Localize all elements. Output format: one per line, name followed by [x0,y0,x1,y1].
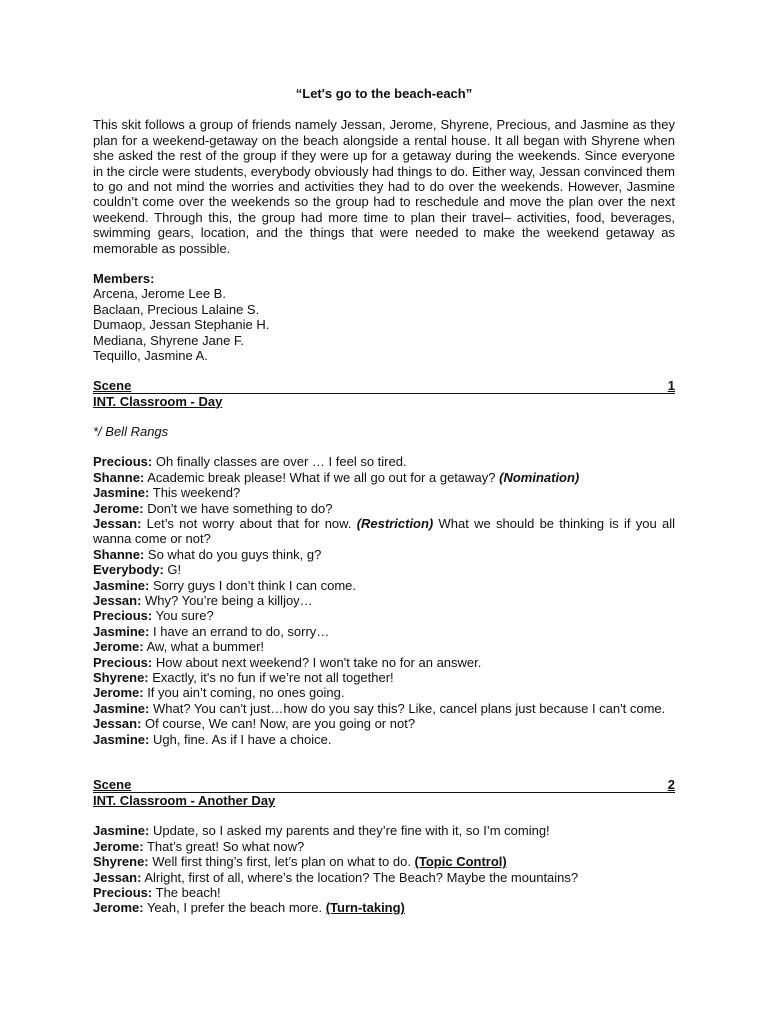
dialogue-text: Alright, first of all, where’s the location? The Beach? Maybe the mountains? [141,869,579,885]
dialogue-line [93,608,675,623]
annotation-tag: (Topic Control) [414,854,507,870]
scene-2-dialogue [93,823,675,915]
speaker-name: Jessan: [93,869,142,885]
dialogue-text: What? You can't just…how do you say this? Like, cancel plans just because I can't come. [149,700,666,716]
speaker-name: Jasmine: [93,823,150,839]
member-item: Tequillo, Jasmine A. [93,348,208,364]
members-heading: Members: [93,271,155,287]
dialogue-text: Update, so I asked my parents and they’re fine with it, so I’m coming! [149,823,550,839]
dialogue-line [93,716,675,731]
dialogue-line [93,593,675,608]
scene-number: 2 [667,777,675,793]
speaker-name: Jessan: [93,515,142,531]
speaker-name: Jerome: [93,639,144,655]
speaker-name: Shanne: [93,469,145,485]
speaker-name: Everybody: [93,562,164,578]
scene-2-header [93,778,675,793]
dialogue-text: G! [163,562,182,578]
document-title: “Let's go to the beach-each” [295,86,473,101]
dialogue-line [93,485,675,500]
intro-paragraph: This skit follows a group of friends namely Jessan, Jerome, Shyrene, Precious, and Jasmine as they plan for a weekend-getaway on the beach alongside a rental house. It all began with Shyrene when she asked the rest of the group if they were up for a getaway during the weekends. Since everyone in the circle were students, everybody obviously had things to do. Either way, Jessan convinced them to go and not mind the worries and activities they had to do over the weekends. However, Jasmine couldn’t come over the weekends so the group had to reschedule and move the plan over the next weekend. Through this, the group had more time to plan their travel– activities, food, beverages, swimming gears, location, and the things that were needed to make the weekend getaway as memorable as possible. [93,117,675,256]
dialogue-line [93,639,675,654]
speaker-name: Shyrene: [93,670,149,685]
dialogue-text: Ugh, fine. As if I have a choice. [149,731,332,747]
scene-number: 1 [667,377,675,393]
dialogue-text: Don't we have something to do? [143,500,333,516]
members-list [93,286,675,363]
speaker-name: Jasmine: [93,700,150,716]
speaker-name: Jessan: [93,592,142,608]
dialogue-text: Oh finally classes are over … I feel so tired. [152,454,407,470]
speaker-name: Jerome: [93,500,144,516]
scene-1-heading: INT. Classroom - Day [93,393,223,409]
dialogue-text: This weekend? [149,485,241,501]
member-item: Mediana, Shyrene Jane F. [93,332,245,348]
speaker-name: Jasmine: [93,485,150,501]
speaker-name: Jasmine: [93,577,150,593]
dialogue-line [93,839,675,854]
dialogue-text: The beach! [152,885,221,901]
document-page [93,86,675,916]
dialogue-line [93,547,675,562]
dialogue-line [93,470,675,485]
speaker-name: Jasmine: [93,623,150,639]
dialogue-text: You sure? [152,608,214,624]
dialogue-text: Well first thing’s first, let’s plan on what to do. [148,854,415,870]
dialogue-text: Aw, what a bummer! [143,639,265,655]
dialogue-line [93,454,675,469]
annotation-tag: (Turn-taking) [325,900,405,916]
dialogue-text: Exactly, it's no fun if we’re not all together! [148,670,394,685]
annotation-tag: (Restriction) [356,515,434,531]
dialogue-line [93,885,675,900]
dialogue-text: Sorry guys I don’t think I can come. [149,577,357,593]
dialogue-line [93,685,675,700]
scene-1-header [93,379,675,394]
dialogue-line [93,501,675,516]
dialogue-line [93,870,675,885]
speaker-name: Precious: [93,654,153,670]
speaker-name: Jerome: [93,838,144,854]
dialogue-text: Yeah, I prefer the beach more. [143,900,326,916]
dialogue-text: I have an errand to do, sorry… [149,623,330,639]
speaker-name: Precious: [93,608,153,624]
dialogue-line [93,854,675,869]
speaker-name: Shanne: [93,546,145,562]
sound-cue: */ Bell Rangs [93,423,169,439]
dialogue-text: Let’s not worry about that for now. [141,515,357,531]
speaker-name: Shyrene: [93,854,149,870]
dialogue-line [93,655,675,670]
dialogue-line [93,823,675,838]
dialogue-text: How about next weekend? I won't take no for an answer. [152,654,482,670]
dialogue-line [93,624,675,639]
dialogue-text: If you ain’t coming, no ones going. [143,685,345,701]
dialogue-text: Of course, We can! Now, are you going or not? [141,716,416,732]
dialogue-line [93,670,675,685]
dialogue-text: What we should be thinking is if you all wanna come or not? [93,515,675,547]
scene-1-dialogue [93,454,675,747]
dialogue-text: Academic break please! What if we all go out for a getaway? [144,469,500,485]
speaker-name: Precious: [93,454,153,470]
member-item: Arcena, Jerome Lee B. [93,286,226,302]
speaker-name: Jerome: [93,685,144,701]
scene-label: Scene [93,777,132,793]
speaker-name: Jerome: [93,900,144,916]
dialogue-text: Why? You’re being a killjoy… [141,592,313,608]
speaker-name: Precious: [93,885,153,901]
dialogue-line [93,900,675,915]
dialogue-line [93,516,675,547]
dialogue-line [93,701,675,716]
speaker-name: Jessan: [93,716,142,732]
annotation-tag: (Nomination) [499,469,580,485]
dialogue-text: That’s great! So what now? [143,838,305,854]
dialogue-line [93,732,675,747]
dialogue-text: So what do you guys think, g? [144,546,322,562]
speaker-name: Jasmine: [93,731,150,747]
member-item: Baclaan, Precious Lalaine S. [93,301,260,317]
member-item: Dumaop, Jessan Stephanie H. [93,317,270,333]
dialogue-line [93,578,675,593]
scene-label: Scene [93,377,132,393]
scene-2-heading: INT. Classroom - Another Day [93,793,276,809]
dialogue-line [93,562,675,577]
